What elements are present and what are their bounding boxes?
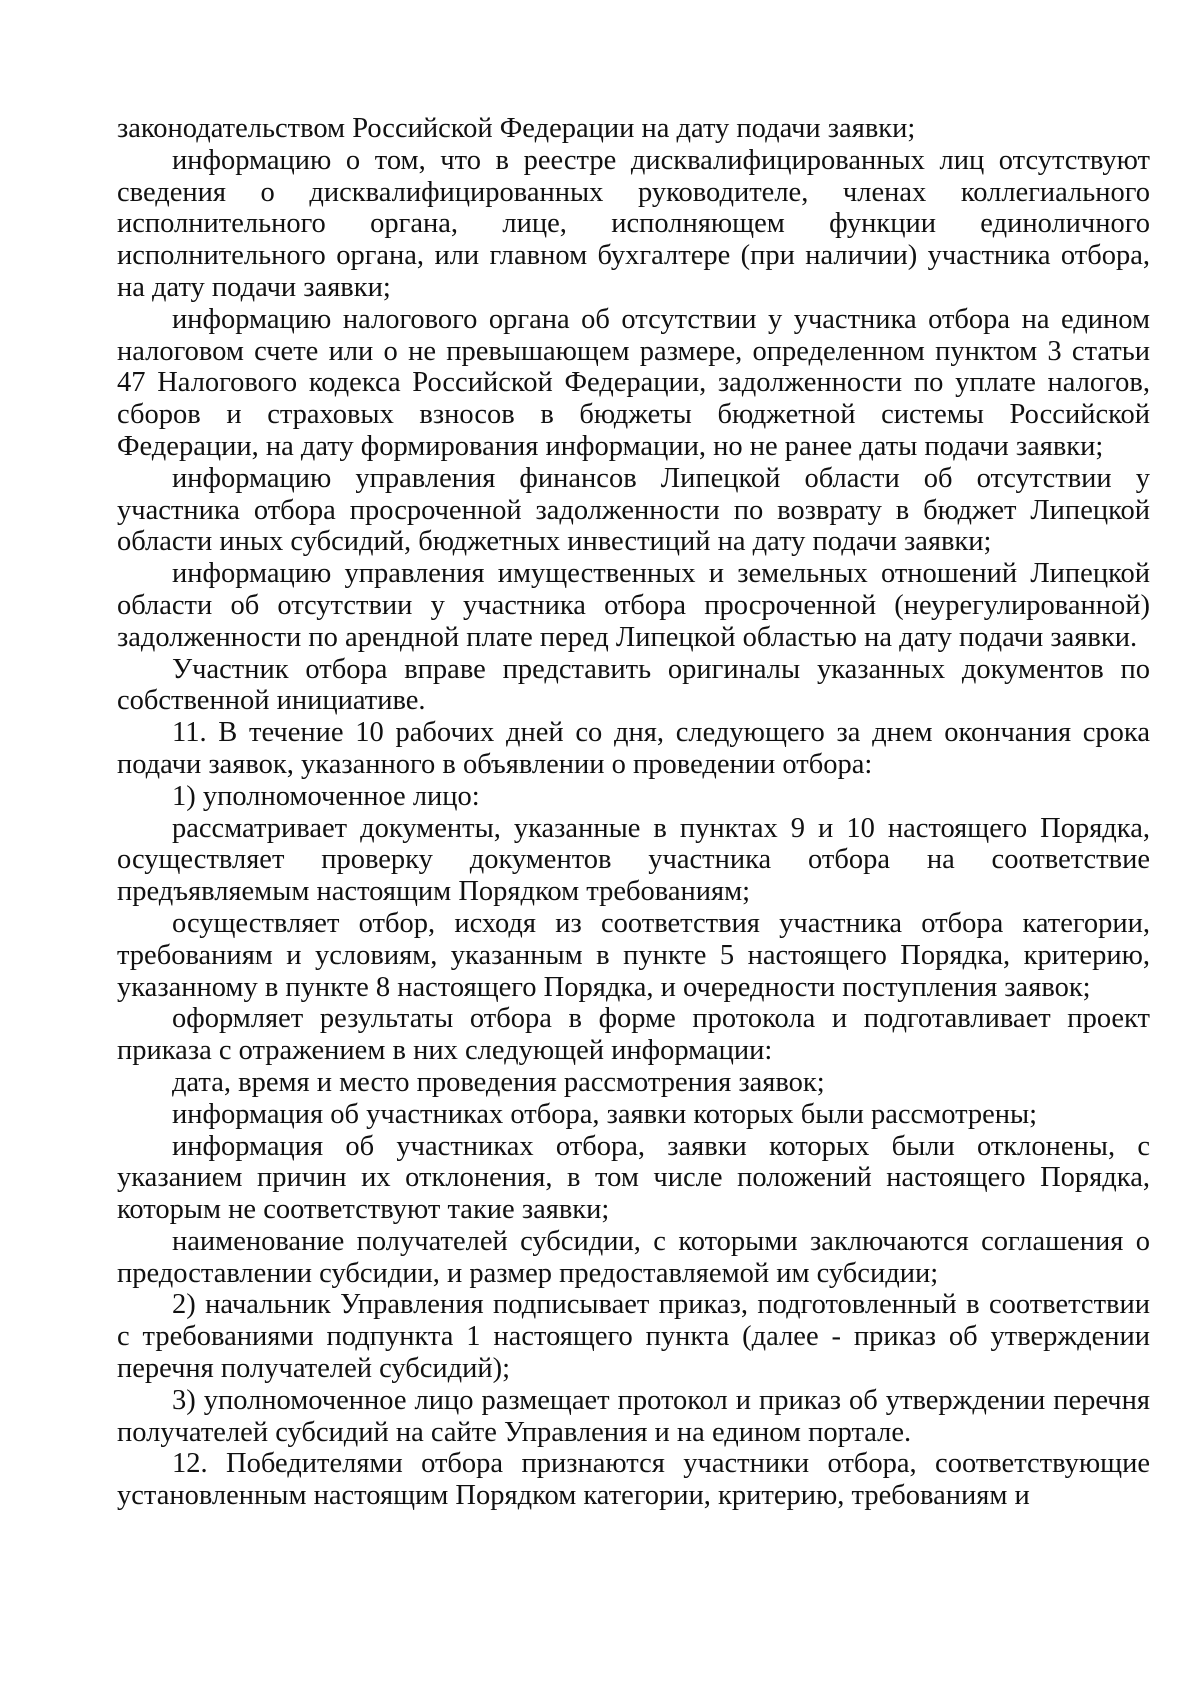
paragraph-item-12: 12. Победителями отбора признаются участники отбора, соответствующие установленным настоящим Порядком категории, критерию, требованиям и [117, 1448, 1150, 1512]
paragraph-subitem-3: 3) уполномоченное лицо размещает протокол и приказ об утверждении перечня получателей субсидий на сайте Управления и на едином портале. [117, 1384, 1150, 1448]
paragraph-property-department: информацию управления имущественных и земельных отношений Липецкой области об отсутствии у участника отбора просроченной (неурегулированной) задолженности по арендной плате перед Липецкой областью на дату подачи заявки. [117, 558, 1150, 653]
paragraph-item-11: 11. В течение 10 рабочих дней со дня, следующего за днем окончания срока подачи заявок, указанного в объявлении о проведении отбора: [117, 717, 1150, 780]
paragraph-recipients: наименование получателей субсидии, с которыми заключаются соглашения о предоставлении субсидии, и размер предоставляемой им субсидии; [117, 1225, 1150, 1289]
paragraph-prepares-protocol: оформляет результаты отбора в форме протокола и подготавливает проект приказа с отражением в них следующей информации: [117, 1003, 1150, 1067]
paragraph-tax-authority: информацию налогового органа об отсутствии у участника отбора на едином налоговом счете или о не превышающем размере, определенном пунктом 3 статьи 47 Налогового кодекса Российской Федерации, задолженности по уплате налогов, сборов и страховых взносов в бюджеты бюджетной системы Российской Федерации, на дату формирования информации, но не ранее даты подачи заявки; [117, 303, 1150, 462]
paragraph-continuation: законодательством Российской Федерации на дату подачи заявки; [117, 113, 916, 144]
paragraph-originals: Участник отбора вправе представить оригиналы указанных документов по собственной инициативе. [117, 653, 1150, 717]
document-body [117, 113, 1150, 1512]
paragraph-subitem-2: 2) начальник Управления подписывает приказ, подготовленный в соответствии с требованиями подпункта 1 настоящего пункта (далее - приказ об утверждении перечня получателей субсидий); [117, 1289, 1150, 1385]
paragraph-rejected-participants: информация об участниках отбора, заявки которых были отклонены, с указанием причин их отклонения, в том числе положений настоящего Порядка, которым не соответствуют такие заявки; [117, 1130, 1150, 1226]
paragraph-reviewed-participants: информация об участниках отбора, заявки которых были рассмотрены; [172, 1098, 1038, 1130]
paragraph-conducts-selection: осуществляет отбор, исходя из соответствия участника отбора категории, требованиям и условиям, указанным в пункте 5 настоящего Порядка, критерию, указанному в пункте 8 настоящего Порядка, и очередности поступления заявок; [117, 907, 1150, 1003]
paragraph-date-time-place: дата, время и место проведения рассмотрения заявок; [172, 1066, 825, 1098]
paragraph-subitem-1: 1) уполномоченное лицо: [172, 780, 480, 812]
paragraph-reviews-documents: рассматривает документы, указанные в пунктах 9 и 10 настоящего Порядка, осуществляет проверку документов участника отбора на соответствие предъявляемым настоящим Порядком требованиям; [117, 812, 1150, 908]
paragraph-finance-department: информацию управления финансов Липецкой области об отсутствии у участника отбора просроченной задолженности по возврату в бюджет Липецкой области иных субсидий, бюджетных инвестиций на дату подачи заявки; [117, 462, 1150, 558]
paragraph-disqualified-persons: информацию о том, что в реестре дисквалифицированных лиц отсутствуют сведения о дисквалифицированных руководителе, членах коллегиального исполнительного органа, лице, исполняющем функции единоличного исполнительного органа, или главном бухгалтере (при наличии) участника отбора, на дату подачи заявки; [117, 144, 1150, 303]
